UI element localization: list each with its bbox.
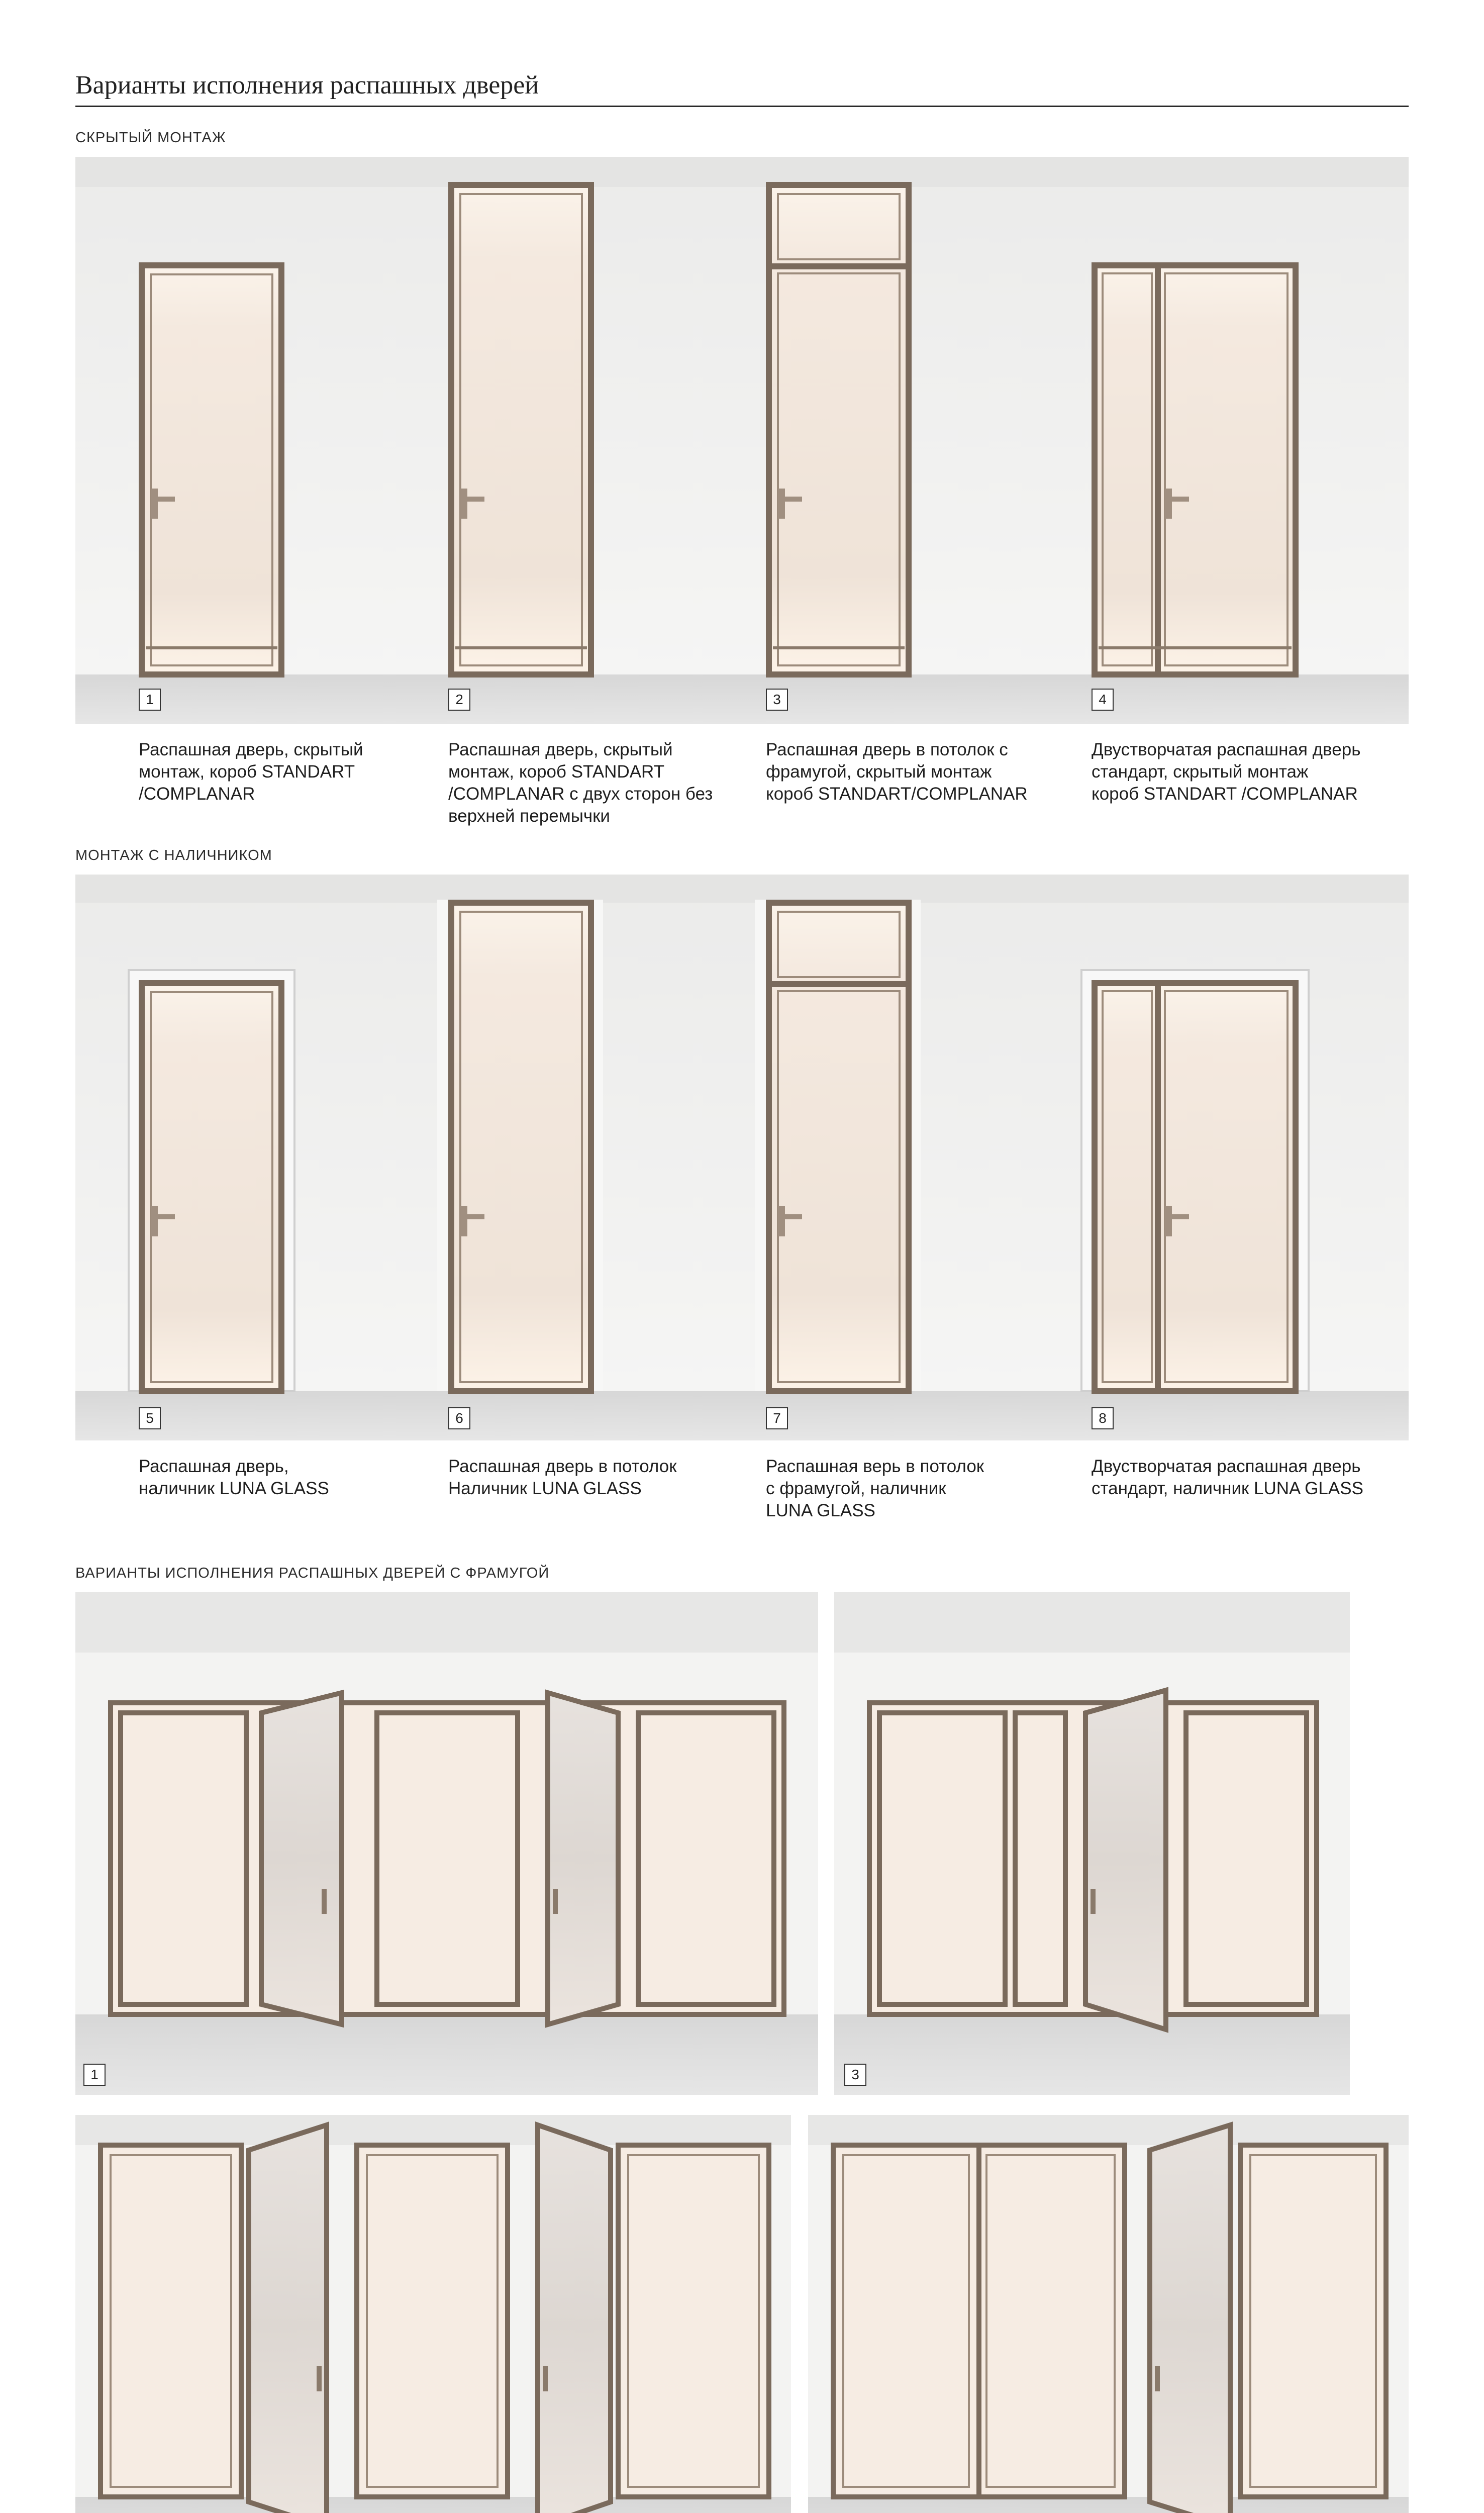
section-label-trim: МОНТАЖ С НАЛИЧНИКОМ — [75, 847, 272, 863]
item-number-4: 4 — [1092, 689, 1114, 711]
caption-7: Распашная верь в потолок с фрамугой, наличник LUNA GLASS — [766, 1457, 984, 1520]
caption-6: Распашная дверь в потолок Наличник LUNA GLASS — [448, 1457, 677, 1498]
transom-photo-3 — [834, 1592, 1350, 2095]
caption-2: Распашная дверь, скрытый монтаж, короб STANDART /COMPLANAR с двух сторон без верхней перемычки — [448, 740, 713, 826]
door-4-illustration — [1095, 265, 1296, 674]
door-2-illustration — [451, 185, 591, 674]
caption-5: Распашная дверь, наличник LUNA GLASS — [139, 1457, 329, 1498]
item-number-8: 8 — [1092, 1407, 1114, 1429]
item-number-7: 7 — [766, 1407, 788, 1429]
door-7-illustration — [769, 903, 909, 1391]
item-number-2: 2 — [448, 689, 470, 711]
page-title: Варианты исполнения распашных дверей — [75, 71, 539, 100]
door-3-illustration — [769, 185, 909, 674]
item-number-3: 3 — [766, 689, 788, 711]
section-label-hidden: СКРЫТЫЙ МОНТАЖ — [75, 130, 226, 146]
photo-number-1: 1 — [83, 2064, 106, 2086]
transom-photo-1 — [75, 1592, 818, 2095]
transom-photo-4 — [808, 2115, 1409, 2513]
item-number-5: 5 — [139, 1407, 161, 1429]
room-photo-hidden — [75, 157, 1409, 724]
caption-1: Распашная дверь, скрытый монтаж, короб STANDART /COMPLANAR — [139, 740, 363, 804]
title-rule — [75, 106, 1409, 107]
caption-3: Распашная дверь в потолок с фрамугой, скрытый монтаж короб STANDART/COMPLANAR — [766, 740, 1028, 804]
room-photo-trim — [75, 875, 1409, 1440]
door-6-illustration — [451, 903, 591, 1391]
caption-4: Двустворчатая распашная дверь стандарт, скрытый монтаж короб STANDART /COMPLANAR — [1092, 740, 1361, 804]
door-5-illustration — [129, 970, 294, 1391]
caption-8: Двустворчатая распашная дверь стандарт, наличник LUNA GLASS — [1092, 1457, 1363, 1498]
section-label-transom: ВАРИАНТЫ ИСПОЛНЕНИЯ РАСПАШНЫХ ДВЕРЕЙ С ФРАМУГОЙ — [75, 1565, 550, 1581]
transom-photo-2 — [75, 2115, 791, 2513]
photo-number-3: 3 — [844, 2064, 866, 2086]
door-1-illustration — [142, 265, 281, 674]
item-number-6: 6 — [448, 1407, 470, 1429]
item-number-1: 1 — [139, 689, 161, 711]
door-8-illustration — [1081, 970, 1309, 1391]
